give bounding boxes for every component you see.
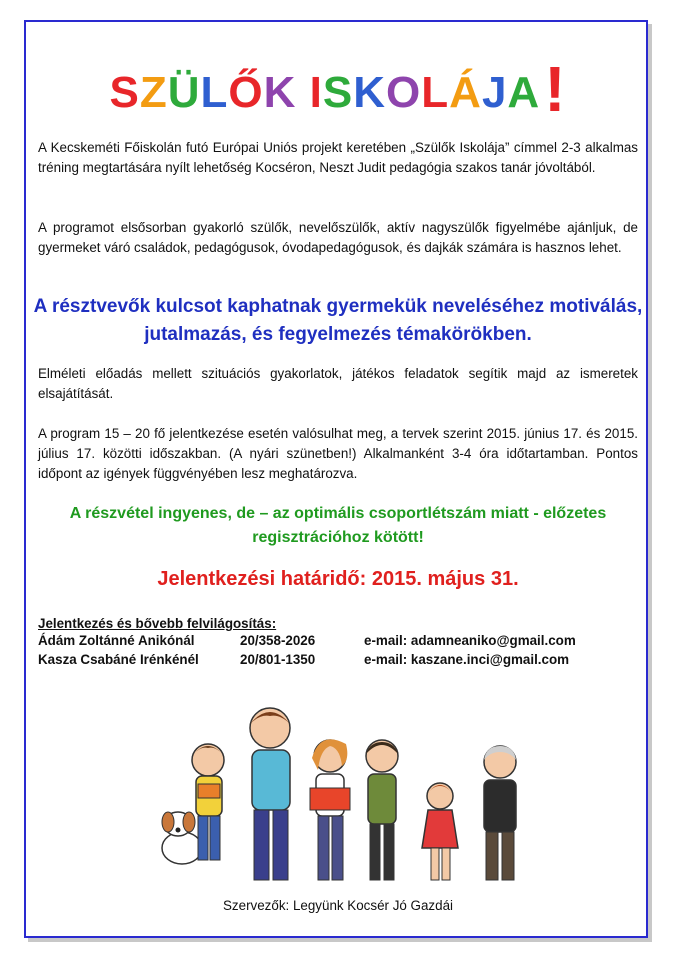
- title-letter: K: [353, 68, 387, 117]
- contact-phone: 20/358-2026: [240, 633, 316, 648]
- audience-paragraph: A programot elsősorban gyakorló szülők, nevelőszülők, aktív nagyszülők figyelmébe ajánljuk, de gyermeket váró családok, pedagógusok, óvodapedagógusok, és dajkák számára is hasznos lehet.: [38, 220, 638, 255]
- dog-figure: [162, 812, 202, 864]
- key-message: A résztvevők kulcsot kaphatnak gyermekük neveléséhez motiválás, jutalmazás, és fegyelmezés témakörökben.: [33, 296, 643, 345]
- contact-heading: Jelentkezés és bővebb felvilágosítás:: [38, 616, 277, 631]
- free-participation-notice: A részvétel ingyenes, de – az optimális csoportlétszám miatt - előzetes regisztrációhoz kötött!: [69, 505, 607, 546]
- contact-name: Ádám Zoltánné Anikónál: [38, 633, 195, 648]
- poster-title: [0, 48, 676, 125]
- title-letter: Ü: [167, 68, 201, 117]
- registration-deadline: Jelentkezési határidő: 2015. május 31.: [157, 568, 519, 590]
- title-letter: L: [200, 68, 229, 117]
- title-letter: [296, 68, 309, 118]
- method-paragraph: Elméleti előadás mellett szituációs gyakorlatok, játékos feladatok segítik majd az ismeretek elsajátítását.: [38, 366, 638, 401]
- intro-paragraph: A Kecskeméti Főiskolán futó Európai Uniós projekt keretében „Szülők Iskolája” címmel 2-3 alkalmas tréning megtartására nyílt lehetőség Kocséron, Neszt Judit pedagógia szakos tanár jóvoltából.: [38, 140, 638, 175]
- grandfather-figure: [484, 746, 516, 880]
- girl-figure: [422, 783, 458, 880]
- schedule-paragraph: A program 15 – 20 fő jelentkezése esetén valósulhat meg, a tervek szerint 2015. június 17. és 2015. július 17. közötti időszakban. (A nyári szünetben!) Alkalmanként 3-4 óra időtartamban. Pontos időpont az igények függvényében lesz meghatározva.: [38, 426, 638, 481]
- organizers-footer: Szervezők: Legyünk Kocsér Jó Gazdái: [223, 898, 453, 913]
- contact-section: [38, 616, 638, 669]
- title-letter: Ő: [228, 68, 264, 117]
- contact-row: [38, 650, 638, 669]
- contact-phone: 20/801-1350: [240, 652, 316, 667]
- contact-email: e-mail: kaszane.inci@gmail.com: [364, 652, 570, 667]
- title-letter: K: [263, 68, 297, 117]
- title-letter: Á: [449, 68, 482, 117]
- grandmother-figure: [366, 740, 398, 880]
- father-figure: [250, 708, 290, 880]
- contact-row: [38, 631, 638, 650]
- mother-figure: [310, 739, 350, 880]
- contact-name: Kasza Csabáné Irénkénél: [38, 652, 199, 667]
- title-letter: O: [386, 68, 422, 117]
- title-letter: Z: [139, 68, 168, 117]
- family-illustration: [150, 700, 540, 888]
- title-letter: S: [109, 68, 140, 117]
- title-letters: [109, 68, 540, 118]
- title-letter: J: [481, 68, 508, 117]
- title-letter: A: [507, 68, 541, 117]
- title-letter: S: [322, 68, 354, 117]
- contact-email: e-mail: adamneaniko@gmail.com: [364, 633, 576, 648]
- title-letter: I: [309, 68, 323, 117]
- title-exclamation: !: [544, 53, 567, 125]
- title-letter: L: [421, 68, 450, 117]
